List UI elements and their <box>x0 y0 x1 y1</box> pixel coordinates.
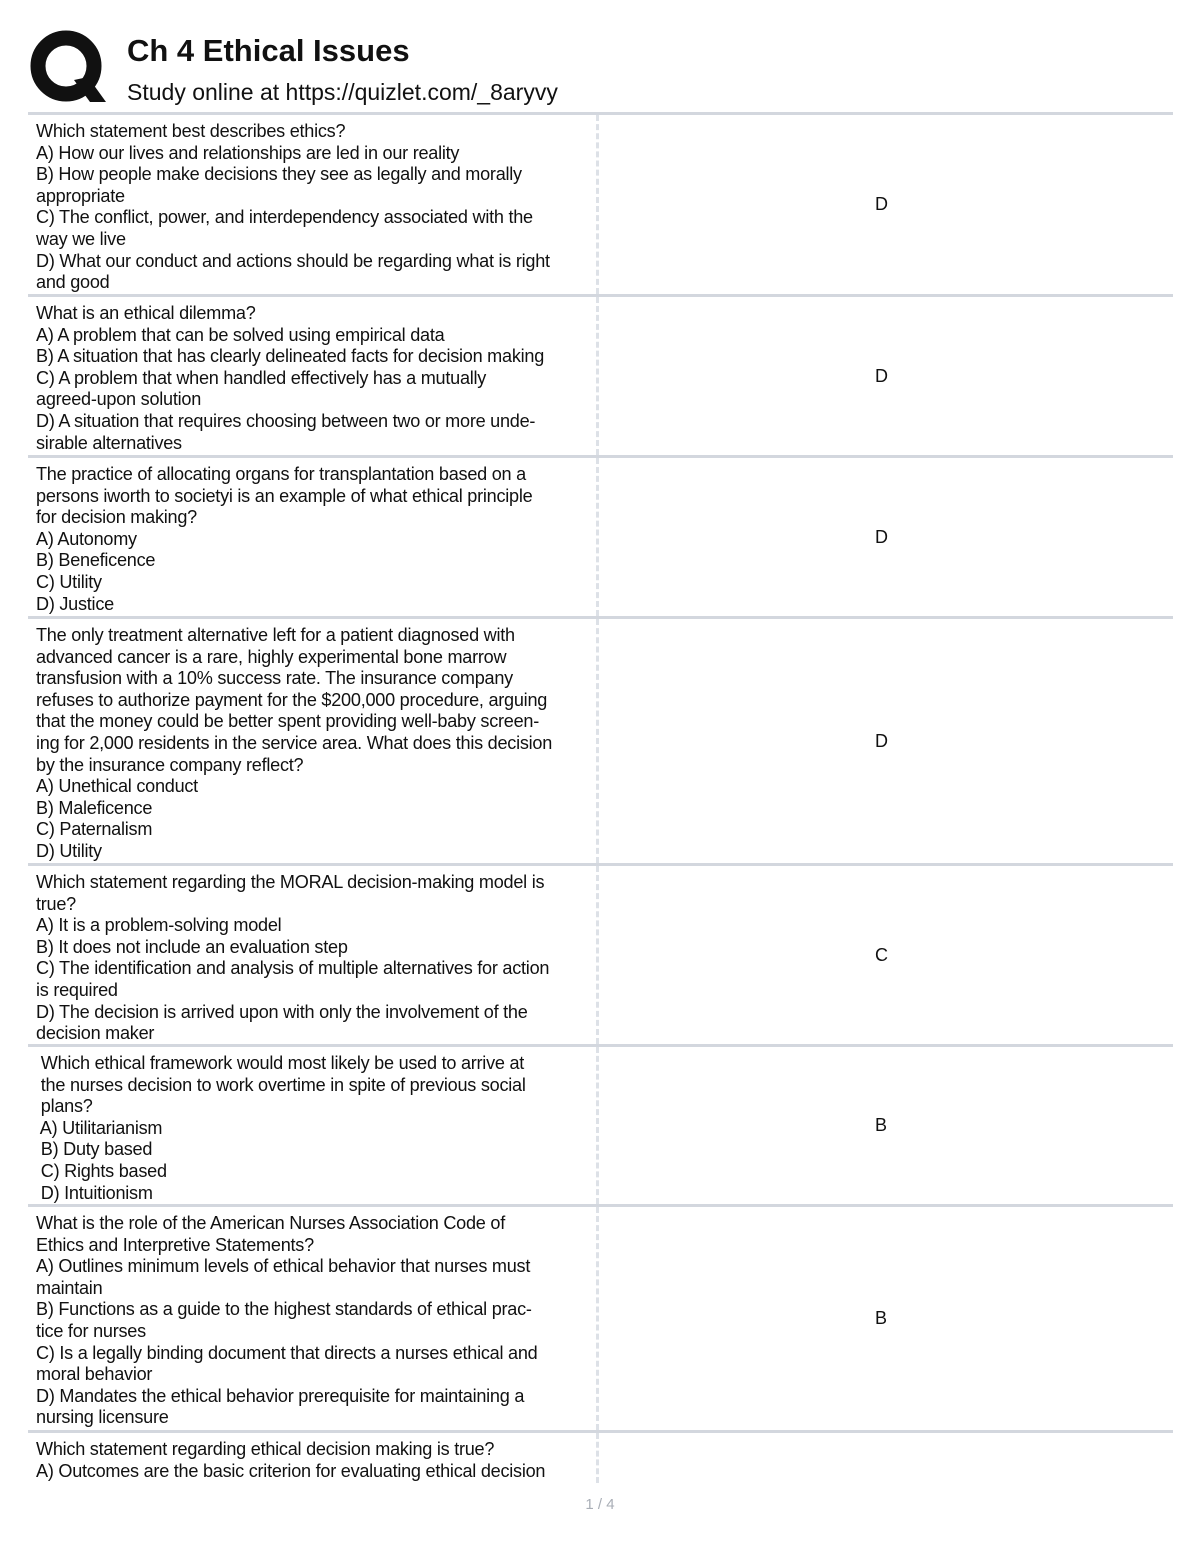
term-line: D) Mandates the ethical behavior prerequisite for maintaining a <box>36 1385 525 1406</box>
term-line: D) The decision is arrived upon with only the involvement of the <box>36 1001 528 1022</box>
term-line: A) How our lives and relationships are led in our reality <box>36 142 460 163</box>
term-line: plans? <box>36 1096 93 1117</box>
card-answer: C <box>875 944 888 965</box>
term-line: A) It is a problem-solving model <box>36 915 282 936</box>
page-number: 1 / 4 <box>585 1496 615 1513</box>
term-line: transfusion with a 10% success rate. The insurance company <box>36 668 513 689</box>
term-line: C) Rights based <box>36 1160 167 1181</box>
term-line: C) Utility <box>36 571 102 592</box>
card-answer: D <box>875 526 888 547</box>
card-term <box>28 1047 599 1204</box>
card-term <box>28 115 599 294</box>
term-line: D) Intuitionism <box>36 1182 153 1203</box>
term-line: maintain <box>36 1277 103 1298</box>
flashcard <box>28 863 1173 1044</box>
term-line: A) Outlines minimum levels of ethical behavior that nurses must <box>36 1256 531 1277</box>
term-line: B) How people make decisions they see as legally and morally <box>36 164 522 185</box>
card-answer: D <box>875 194 888 214</box>
term-line: A) Utilitarianism <box>36 1117 163 1138</box>
card-term <box>28 866 599 1044</box>
page-title: Ch 4 Ethical Issues <box>127 33 410 68</box>
flashcard-list <box>28 112 1173 1483</box>
term-line: for decision making? <box>36 507 197 528</box>
card-term <box>28 297 599 455</box>
term-line: D) A situation that requires choosing between two or more unde- <box>36 410 536 431</box>
flashcard <box>28 1204 1173 1430</box>
term-line: tice for nurses <box>36 1320 146 1341</box>
flashcard <box>28 112 1173 294</box>
term-line: true? <box>36 893 76 914</box>
flashcard <box>28 616 1173 863</box>
flashcard <box>28 455 1173 616</box>
term-line: The practice of allocating organs for transplantation based on a <box>36 464 526 484</box>
term-line: that the money could be better spent providing well-baby screen- <box>36 711 539 732</box>
term-line: D) Justice <box>36 593 114 614</box>
card-answer <box>599 1433 1173 1483</box>
card-answer: D <box>875 365 888 386</box>
term-line: What is an ethical dilemma? <box>36 303 256 323</box>
term-line: B) Functions as a guide to the highest standards of ethical prac- <box>36 1299 532 1320</box>
term-line: A) Outcomes are the basic criterion for evaluating ethical decision <box>36 1460 546 1481</box>
term-line: C) The conflict, power, and interdependency associated with the <box>36 207 533 228</box>
term-line: Which statement regarding the MORAL decision-making model is <box>36 872 545 892</box>
term-line: D) Utility <box>36 840 102 861</box>
term-line: A) Autonomy <box>36 528 137 549</box>
term-line: A) Unethical conduct <box>36 776 198 797</box>
term-line: The only treatment alternative left for a patient diagnosed with <box>36 625 515 645</box>
card-term <box>28 1207 599 1430</box>
term-line: nursing licensure <box>36 1407 169 1428</box>
term-line: A) A problem that can be solved using empirical data <box>36 324 445 345</box>
card-term <box>28 458 599 616</box>
flashcard <box>28 294 1173 455</box>
flashcard <box>28 1044 1173 1204</box>
card-answer: B <box>875 1308 888 1328</box>
card-answer: D <box>875 730 888 751</box>
card-answer: B <box>875 1115 888 1135</box>
term-line: and good <box>36 272 110 293</box>
term-line: D) What our conduct and actions should be regarding what is right <box>36 250 550 271</box>
term-line: appropriate <box>36 185 125 206</box>
card-term <box>28 1433 599 1483</box>
term-line: agreed-upon solution <box>36 389 202 410</box>
term-line: Which ethical framework would most likely be used to arrive at <box>36 1053 525 1073</box>
quizlet-logo-icon <box>30 30 106 106</box>
term-line: is required <box>36 979 118 1000</box>
page-header <box>0 0 1200 112</box>
term-line: C) Is a legally binding document that directs a nurses ethical and <box>36 1342 538 1363</box>
term-line: Which statement regarding ethical decision making is true? <box>36 1439 495 1459</box>
term-line: by the insurance company reflect? <box>36 754 304 775</box>
term-line: refuses to authorize payment for the $200,000 procedure, arguing <box>36 689 548 710</box>
term-line: C) The identification and analysis of multiple alternatives for action <box>36 958 550 979</box>
term-line: B) Maleficence <box>36 797 153 818</box>
term-line: sirable alternatives <box>36 432 182 453</box>
term-line: C) A problem that when handled effectively has a mutually <box>36 367 487 388</box>
term-line: B) Beneficence <box>36 550 156 571</box>
term-line: What is the role of the American Nurses Association Code of <box>36 1213 505 1233</box>
study-online-link[interactable]: Study online at https://quizlet.com/_8aryvy <box>127 79 558 105</box>
term-line: B) A situation that has clearly delineated facts for decision making <box>36 346 545 367</box>
term-line: ing for 2,000 residents in the service area. What does this decision <box>36 732 553 753</box>
term-line: C) Paternalism <box>36 819 153 840</box>
term-line: B) Duty based <box>36 1139 153 1160</box>
flashcard <box>28 1430 1173 1483</box>
term-line: the nurses decision to work overtime in spite of previous social <box>36 1074 526 1095</box>
term-line: B) It does not include an evaluation step <box>36 936 348 957</box>
term-line: Ethics and Interpretive Statements? <box>36 1234 314 1255</box>
term-line: moral behavior <box>36 1364 153 1385</box>
term-line: persons iworth to societyi is an example of what ethical principle <box>36 485 533 506</box>
term-line: advanced cancer is a rare, highly experimental bone marrow <box>36 646 507 667</box>
term-line: way we live <box>36 228 126 249</box>
card-term <box>28 619 599 863</box>
term-line: decision maker <box>36 1023 155 1044</box>
term-line: Which statement best describes ethics? <box>36 121 346 141</box>
